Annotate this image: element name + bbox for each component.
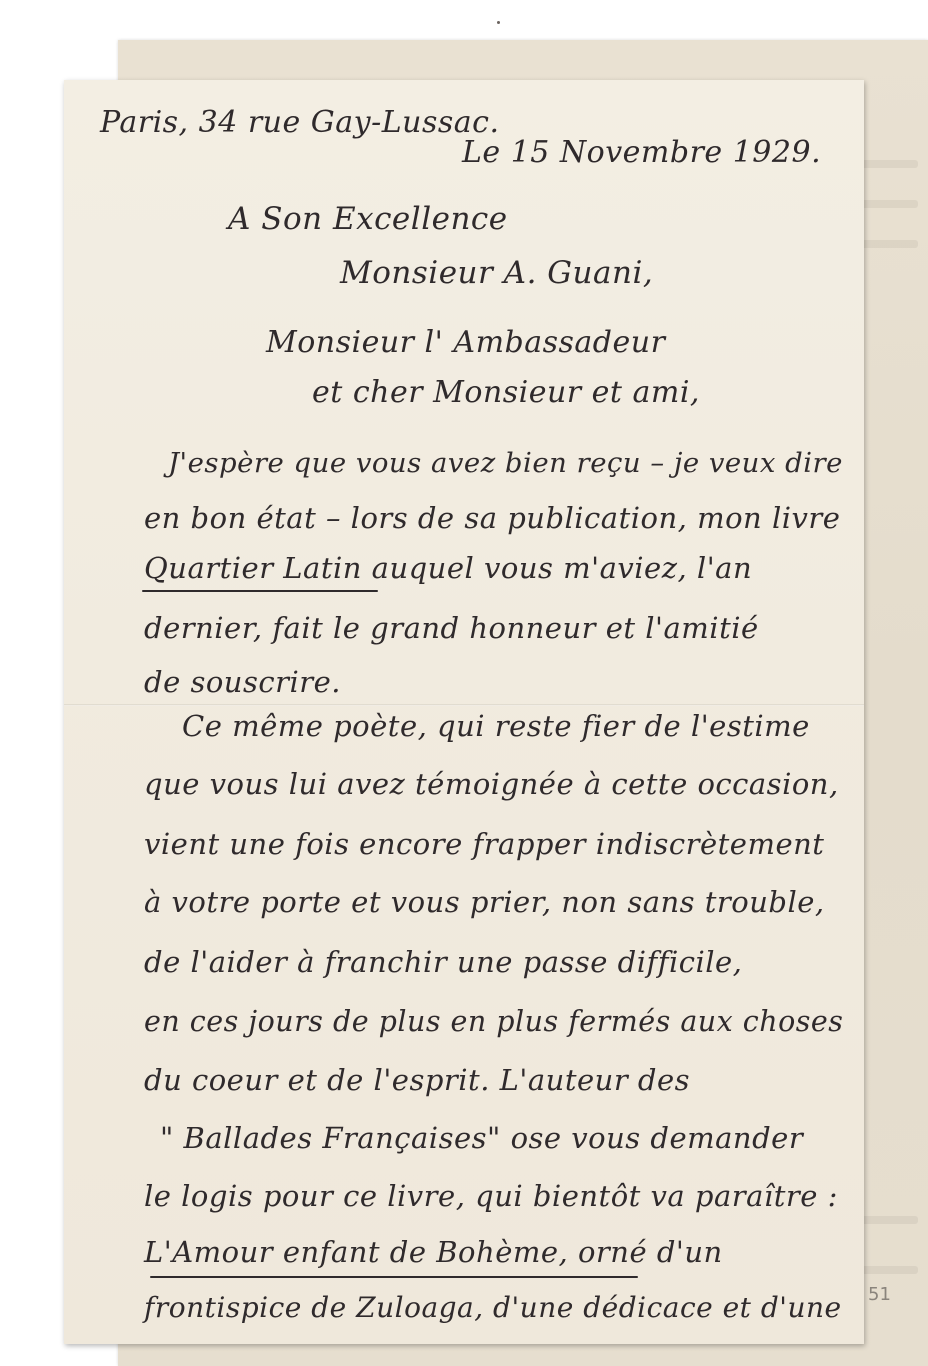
body-line: Ce même poète, qui reste fier de l'estime bbox=[182, 709, 810, 743]
body-line: Quartier Latin auquel vous m'aviez, l'an bbox=[144, 551, 753, 585]
body-line: dernier, fait le grand honneur et l'amitié bbox=[144, 611, 759, 645]
recipient-name: Monsieur A. Guani, bbox=[340, 255, 654, 291]
body-line: à votre porte et vous prier, non sans trouble, bbox=[144, 885, 825, 919]
body-line: en ces jours de plus en plus fermés aux choses bbox=[144, 1005, 844, 1038]
letter-date: Le 15 Novembre 1929. bbox=[462, 135, 822, 170]
book-title-amour-enfant-de-boheme: L'Amour enfant de Bohème bbox=[144, 1235, 559, 1269]
body-line: L'Amour enfant de Bohème, orné d'un bbox=[144, 1235, 723, 1269]
paper-speck bbox=[497, 21, 500, 24]
recipient-title: A Son Excellence bbox=[228, 201, 508, 237]
body-line: du coeur et de l'esprit. L'auteur des bbox=[144, 1063, 691, 1097]
sender-address: Paris, 34 rue Gay-Lussac. bbox=[100, 105, 500, 140]
title-underline bbox=[142, 590, 378, 592]
body-line: J'espère que vous avez bien reçu – je veux dire bbox=[168, 447, 843, 479]
body-line: en bon état – lors de sa publication, mon livre bbox=[144, 501, 841, 535]
letter-sheet bbox=[64, 80, 864, 1344]
body-line: de souscrire. bbox=[144, 665, 341, 699]
fold-crease bbox=[64, 704, 864, 706]
body-line: vient une fois encore frapper indiscrètement bbox=[144, 827, 825, 861]
page-number: 51 bbox=[868, 1284, 891, 1305]
body-line: frontispice de Zuloaga, d'une dédicace et d'une bbox=[144, 1291, 842, 1324]
title-underline bbox=[150, 1276, 638, 1278]
salutation-line: et cher Monsieur et ami, bbox=[312, 375, 700, 410]
body-line: le logis pour ce livre, qui bientôt va paraître : bbox=[144, 1179, 838, 1213]
body-line: de l'aider à franchir une passe difficile, bbox=[144, 945, 743, 979]
body-line: que vous lui avez témoignée à cette occasion, bbox=[144, 767, 839, 801]
book-title-quartier-latin: Quartier Latin bbox=[144, 551, 362, 585]
body-line: " Ballades Françaises" ose vous demander bbox=[160, 1121, 804, 1155]
salutation-line: Monsieur l' Ambassadeur bbox=[266, 325, 666, 360]
